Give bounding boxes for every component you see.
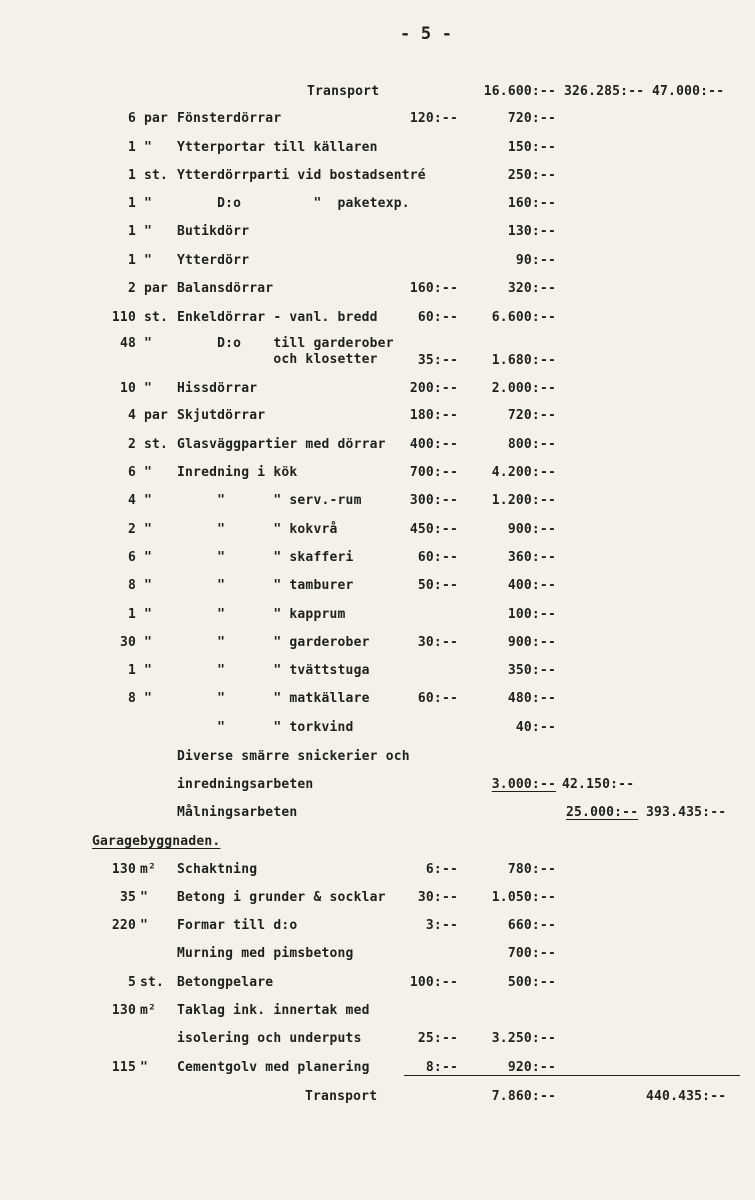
line-amount: 160:-- [507,196,556,211]
garage-desc: Taklag ink. innertak med [177,1003,370,1018]
line-amount: 4.200:-- [491,465,556,480]
line-qty: 48 [119,336,136,351]
line-qty: 6 [127,111,136,126]
line-desc: D:o " paketexp. [177,196,410,211]
transport-label-bottom: Transport [305,1089,378,1104]
garage-desc: Betongpelare [177,975,274,990]
line-desc: Butikdörr [177,224,250,239]
misc-subtotal: 42.150:-- [562,777,635,792]
line-unit: par [144,408,169,423]
line-amount: 130:-- [507,224,556,239]
line-qty: 6 [127,465,136,480]
line-desc: " " kokvrå [177,522,338,537]
misc-line-2: inredningsarbeten [177,777,314,792]
line-amount: 400:-- [507,578,556,593]
line-desc: Fönsterdörrar [177,111,282,126]
line-qty: 8 [127,578,136,593]
line-qty: 4 [127,408,136,423]
garage-unit-price: 6:-- [425,862,458,877]
garage-unit: m² [140,1003,157,1018]
line-desc: " " garderober [177,635,370,650]
line-unit-price: 30:-- [417,635,458,650]
line-desc: " " matkällare [177,691,370,706]
line-unit: " [144,578,153,593]
line-amount: 900:-- [507,635,556,650]
line-unit: par [144,111,169,126]
line-unit-price: 300:-- [409,493,458,508]
line-amount: 480:-- [507,691,556,706]
line-unit: " [144,381,153,396]
line-unit-price: 60:-- [417,550,458,565]
garage-qty: 220 [111,918,136,933]
line-amount: 1.200:-- [491,493,556,508]
line-qty: 1 [127,663,136,678]
garage-desc: Formar till d:o [177,918,298,933]
line-unit-price: 50:-- [417,578,458,593]
transport-col2-top: 326.285:-- [564,84,645,99]
painting-label: Målningsarbeten [177,805,298,820]
garage-unit-price: 100:-- [409,975,458,990]
line-amount: 1.680:-- [491,353,556,368]
garage-amount: 500:-- [507,975,556,990]
line-unit-price: 60:-- [417,310,458,325]
line-qty: 1 [127,140,136,155]
line-qty: 10 [119,381,136,396]
line-desc-cont: och klosetter [177,352,378,367]
line-desc: Ytterdörrparti vid bostadsentré [177,168,426,183]
garage-qty: 35 [119,890,136,905]
line-qty: 4 [127,493,136,508]
line-desc: " " torkvind [177,720,354,735]
line-amount: 40:-- [515,720,556,735]
line-unit-price: 60:-- [417,691,458,706]
line-qty: 2 [127,281,136,296]
line-qty: 1 [127,224,136,239]
page-number: - 5 - [400,24,453,44]
line-desc: " " tvättstuga [177,663,370,678]
line-unit: " [144,224,153,239]
line-unit-price: 700:-- [409,465,458,480]
line-desc: Glasväggpartier med dörrar [177,437,386,452]
garage-amount: 660:-- [507,918,556,933]
transport-label-top: Transport [307,84,380,99]
garage-amount: 700:-- [507,946,556,961]
line-unit-price: 120:-- [409,111,458,126]
line-amount: 2.000:-- [491,381,556,396]
transport-amount-top: 16.600:-- [483,84,556,99]
garage-unit-price: 8:-- [425,1060,458,1075]
line-unit: " [144,493,153,508]
garage-unit: " [140,890,149,905]
garage-unit-price: 25:-- [417,1031,458,1046]
line-unit: " [144,691,153,706]
misc-line-1: Diverse smärre snickerier och [177,749,410,764]
line-amount: 900:-- [507,522,556,537]
line-unit: par [144,281,169,296]
garage-amount: 3.250:-- [491,1031,556,1046]
line-amount: 720:-- [507,408,556,423]
garage-unit-price: 3:-- [425,918,458,933]
line-unit-price: 180:-- [409,408,458,423]
garage-amount: 1.050:-- [491,890,556,905]
garage-qty: 5 [127,975,136,990]
line-amount: 720:-- [507,111,556,126]
garage-desc: isolering och underputs [177,1031,362,1046]
painting-amount: 25.000:-- [566,805,639,820]
line-desc: " " serv.-rum [177,493,362,508]
garage-unit: " [140,918,149,933]
garage-desc: Schaktning [177,862,258,877]
garage-unit: " [140,1060,149,1075]
garage-qty: 130 [111,862,136,877]
line-unit: " [144,607,153,622]
garage-unit: m² [140,862,157,877]
line-unit: " [144,336,153,351]
line-qty: 110 [111,310,136,325]
garage-unit-price: 30:-- [417,890,458,905]
line-unit: " [144,550,153,565]
line-qty: 1 [127,196,136,211]
line-unit: " [144,635,153,650]
line-qty: 30 [119,635,136,650]
line-unit: " [144,465,153,480]
line-amount: 360:-- [507,550,556,565]
transport-col3-top: 47.000:-- [652,84,725,99]
garage-amount: 780:-- [507,862,556,877]
line-qty: 2 [127,437,136,452]
line-unit-price: 35:-- [417,353,458,368]
line-desc: Balansdörrar [177,281,274,296]
line-amount: 6.600:-- [491,310,556,325]
line-desc: " " kapprum [177,607,346,622]
line-amount: 150:-- [507,140,556,155]
line-unit-price: 160:-- [409,281,458,296]
line-unit: " [144,522,153,537]
line-unit: " [144,140,153,155]
line-desc: D:o till garderober [177,336,394,351]
line-qty: 1 [127,607,136,622]
line-desc: Ytterportar till källaren [177,140,378,155]
sum-rule [404,1075,740,1076]
line-amount: 90:-- [515,253,556,268]
line-desc: Enkeldörrar - vanl. bredd [177,310,378,325]
line-qty: 1 [127,253,136,268]
transport-total-bottom: 440.435:-- [646,1089,727,1104]
garage-heading: Garagebyggnaden. [92,834,221,849]
line-unit: " [144,253,153,268]
line-qty: 6 [127,550,136,565]
garage-desc: Cementgolv med planering [177,1060,370,1075]
line-unit-price: 400:-- [409,437,458,452]
garage-unit: st. [140,975,165,990]
painting-total: 393.435:-- [646,805,727,820]
garage-desc: Betong i grunder & socklar [177,890,386,905]
line-amount: 100:-- [507,607,556,622]
garage-qty: 115 [111,1060,136,1075]
line-qty: 8 [127,691,136,706]
line-desc: Skjutdörrar [177,408,266,423]
misc-amount: 3.000:-- [491,777,556,792]
line-amount: 350:-- [507,663,556,678]
line-amount: 250:-- [507,168,556,183]
line-desc: " " tamburer [177,578,354,593]
line-amount: 800:-- [507,437,556,452]
line-amount: 320:-- [507,281,556,296]
garage-amount: 920:-- [507,1060,556,1075]
transport-amount-bottom: 7.860:-- [491,1089,556,1104]
line-desc: Ytterdörr [177,253,250,268]
line-unit-price: 450:-- [409,522,458,537]
line-unit: " [144,663,153,678]
line-desc: " " skafferi [177,550,354,565]
line-qty: 1 [127,168,136,183]
garage-qty: 130 [111,1003,136,1018]
line-desc: Hissdörrar [177,381,258,396]
line-unit: st. [144,437,169,452]
line-unit-price: 200:-- [409,381,458,396]
line-unit: st. [144,168,169,183]
line-unit: " [144,196,153,211]
line-qty: 2 [127,522,136,537]
garage-desc: Murning med pimsbetong [177,946,354,961]
line-desc: Inredning i kök [177,465,298,480]
line-unit: st. [144,310,169,325]
